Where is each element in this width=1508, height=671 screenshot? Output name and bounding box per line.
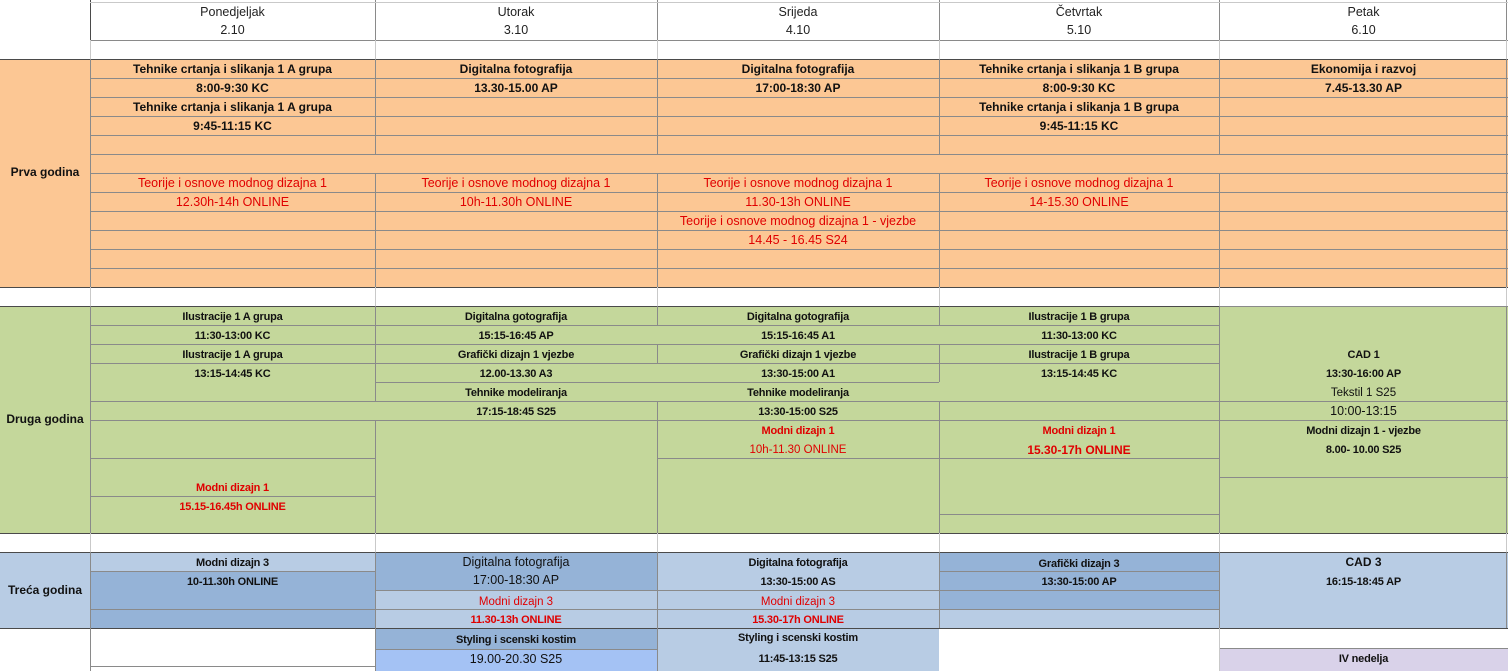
y2-mon-class2-title: Ilustracije 1 A grupa: [182, 349, 283, 361]
grid-line-h: [0, 306, 1219, 307]
grid-line-h: [0, 533, 1508, 534]
y3-wed-class1-time: 13:30-15:00 AS: [760, 576, 836, 588]
y2-mon-class2-time: 13:15-14:45 KC: [194, 368, 271, 380]
y3-wed-class1-title: Digitalna fotografija: [748, 557, 848, 569]
grid-line-v: [375, 40, 376, 59]
y3-tue-class3-time: 19.00-20.30 S25: [469, 652, 563, 666]
grid-line-v: [90, 533, 91, 552]
y3-mon-class-time: 10-11.30h ONLINE: [187, 576, 278, 588]
y1-mon-class1-time: 8:00-9:30 KC: [196, 81, 269, 95]
y3-wed-class2-title: Modni dizajn 3: [760, 596, 836, 608]
y2-tue-class2-time: 12.00-13.30 A3: [479, 368, 553, 380]
y2-tue-class2-title: Grafički dizajn 1 vjezbe: [457, 349, 575, 361]
grid-line-v: [939, 533, 940, 552]
y3-fri-week-label: IV nedelja: [1338, 653, 1389, 665]
y1-wed-class-time: 17:00-18:30 AP: [755, 81, 841, 95]
header-date-fri: 6.10: [1351, 23, 1376, 37]
header-day-tue: Utorak: [497, 5, 535, 19]
y2-wed-class3-title: Tehnike modeliranja: [747, 387, 849, 399]
grid-line-h: [90, 666, 375, 667]
y1-fri-class-title: Ekonomija i razvoj: [1310, 62, 1417, 76]
grid-line-h: [1219, 648, 1508, 649]
y3-tue-class1-title: Digitalna fotografija: [462, 555, 570, 569]
y3-wed-class3-title: Styling i scenski kostim: [738, 632, 858, 644]
grid-line-v: [939, 401, 940, 420]
y2-thu-class1-title: Ilustracije 1 B grupa: [1028, 311, 1130, 323]
header-date-mon: 2.10: [220, 23, 245, 37]
y3-tue-class2-title: Modni dizajn 3: [478, 596, 554, 608]
y3-fri-class-title: CAD 3: [1345, 555, 1382, 569]
y2-thu-class2-title: Ilustracije 1 B grupa: [1028, 349, 1130, 361]
grid-line-h: [90, 268, 1508, 269]
y2-thu-class3-time: 15.30-17h ONLINE: [1027, 443, 1131, 457]
grid-line-v: [939, 40, 940, 59]
header-day-wed: Srijeda: [778, 5, 818, 19]
y2-tue-class1-title: Digitalna gotografija: [464, 311, 568, 323]
header-date-tue: 3.10: [503, 23, 529, 37]
grid-line-h: [90, 458, 375, 459]
grid-line-v: [375, 420, 376, 533]
grid-line-h: [0, 287, 1508, 288]
y1-wed-online-time: 11.30-13h ONLINE: [745, 195, 851, 209]
y1-mon-class2-time: 9:45-11:15 KC: [193, 119, 272, 133]
grid-line-v: [1219, 287, 1220, 306]
y1-thu-class1-time: 8:00-9:30 KC: [1042, 81, 1116, 95]
y2-wed-class2-time: 13:30-15:00 A1: [761, 368, 835, 380]
grid-line-h: [939, 514, 1219, 515]
y3-thu-class-title: Grafički dizajn 3: [1038, 558, 1120, 570]
y3-tue-class3-title: Styling i scenski kostim: [456, 634, 576, 646]
grid-line-v: [1506, 533, 1507, 552]
grid-line-v: [1506, 40, 1507, 59]
y3-fri-class-time: 16:15-18:45 AP: [1325, 576, 1402, 588]
y1-wed-online-title: Teorije i osnove modnog dizajna 1: [703, 176, 893, 190]
grid-line-v: [657, 40, 658, 59]
y1-thu-online-title: Teorije i osnove modnog dizajna 1: [984, 176, 1174, 190]
y1-thu-online-time: 14-15.30 ONLINE: [1029, 195, 1129, 209]
y2-wed-class4-title: Modni dizajn 1: [761, 425, 835, 437]
grid-line-h: [1219, 306, 1508, 307]
y1-tue-class-time: 13.30-15.00 AP: [474, 81, 558, 95]
grid-line-v: [90, 154, 91, 173]
y2-tue-class1-time: 15:15-16:45 AP: [478, 330, 554, 342]
y1-wed-exercise-title: Teorije i osnove modnog dizajna 1 - vjezbe: [679, 214, 917, 228]
y3-wed-class3-time: 11:45-13:15 S25: [758, 653, 838, 665]
row-label-second-year: Druga godina: [6, 412, 84, 426]
y2-thu-class3-title: Modni dizajn 1: [1042, 425, 1116, 437]
y1-tue-online-title: Teorije i osnove modnog dizajna 1: [421, 176, 611, 190]
grid-line-h: [375, 590, 657, 591]
y2-fri-class1-time: 13:30-16:00 AP: [1325, 368, 1402, 380]
header-day-mon: Ponedjeljak: [200, 5, 265, 19]
y1-thu-class1-title: Tehnike crtanja i slikanja 1 B grupa: [979, 62, 1179, 76]
y2-fri-class2-title: Tekstil 1 S25: [1330, 387, 1397, 399]
grid-line-h: [1219, 477, 1508, 478]
y2-wed-class3-time: 13:30-15:00 S25: [758, 406, 838, 418]
grid-line-v: [375, 287, 376, 306]
grid-line-v: [375, 533, 376, 552]
y2-tue-class3-title: Tehnike modeliranja: [465, 387, 567, 399]
header-day-fri: Petak: [1347, 5, 1380, 19]
grid-line-v: [1219, 533, 1220, 552]
y2-fri-class3-time: 8.00- 10.00 S25: [1325, 444, 1402, 456]
y2-thu-class1-time: 11:30-13:00 KC: [1041, 330, 1117, 342]
y2-fri-class3-title: Modni dizajn 1 - vjezbe: [1306, 425, 1421, 437]
y1-thu-class2-title: Tehnike crtanja i slikanja 1 B grupa: [979, 100, 1179, 114]
grid-line-v: [1219, 40, 1220, 59]
y2-fri-class1-title: CAD 1: [1347, 349, 1380, 361]
y2-wed-class1-title: Digitalna gotografija: [746, 311, 850, 323]
y2-mon-class3-time: 15.15-16.45h ONLINE: [179, 501, 286, 513]
y2-mon-class1-time: 11:30-13:00 KC: [194, 330, 271, 342]
y1-mon-class2-title: Tehnike crtanja i slikanja 1 A grupa: [133, 100, 332, 114]
y3-tue-class1-time: 17:00-18:30 AP: [472, 573, 560, 587]
header-date-thu: 5.10: [1066, 23, 1092, 37]
grid-line-v: [1219, 173, 1220, 287]
grid-line-v: [657, 287, 658, 306]
y1-mon-online-title: Teorije i osnove modnog dizajna 1: [137, 176, 327, 190]
y2-tue-class3-time: 17:15-18:45 S25: [476, 406, 556, 418]
y1-wed-class-title: Digitalna fotografija: [741, 62, 855, 76]
grid-line-h: [90, 40, 1508, 41]
y3-wed-class2-time: 15.30-17h ONLINE: [752, 614, 844, 626]
row-label-third-year: Treća godina: [7, 583, 83, 597]
y1-fri-class-time: 7.45-13.30 AP: [1325, 81, 1402, 95]
y2-thu-class2-time: 13:15-14:45 KC: [1040, 368, 1118, 380]
grid-line-v: [90, 40, 91, 59]
y1-mon-class1-title: Tehnike crtanja i slikanja 1 A grupa: [133, 62, 332, 76]
y1-thu-class2-time: 9:45-11:15 KC: [1039, 119, 1119, 133]
row-label-first-year: Prva godina: [10, 165, 80, 179]
header-date-wed: 4.10: [785, 23, 811, 37]
y2-fri-class2-time: 10:00-13:15: [1330, 404, 1397, 418]
grid-line-v: [1506, 287, 1507, 306]
y1-tue-online-time: 10h-11.30h ONLINE: [459, 195, 573, 209]
y2-mon-class1-title: Ilustracije 1 A grupa: [182, 311, 283, 323]
grid-line-v: [939, 287, 940, 306]
y1-mon-online-time: 12.30h-14h ONLINE: [175, 195, 290, 209]
header-day-thu: Četvrtak: [1055, 5, 1103, 19]
y2-wed-class4-time: 10h-11.30 ONLINE: [749, 444, 847, 456]
grid-line-h: [90, 609, 375, 610]
y3-tue-class2-time: 11.30-13h ONLINE: [470, 614, 562, 626]
y1-tue-class-title: Digitalna fotografija: [459, 62, 573, 76]
y2-mon-class3-title: Modni dizajn 1: [196, 482, 269, 494]
grid-line-v: [90, 287, 91, 306]
y2-wed-class2-title: Grafički dizajn 1 vjezbe: [739, 349, 857, 361]
grid-line-h: [90, 154, 1508, 155]
y2-wed-class1-time: 15:15-16:45 A1: [761, 330, 835, 342]
y3-thu-class-time: 13:30-15:00 AP: [1041, 576, 1117, 588]
y1-wed-exercise-time: 14.45 - 16.45 S24: [748, 233, 848, 247]
grid-line-v: [657, 533, 658, 552]
y3-mon-class-title: Modni dizajn 3: [196, 557, 269, 569]
grid-line-h: [939, 609, 1219, 610]
